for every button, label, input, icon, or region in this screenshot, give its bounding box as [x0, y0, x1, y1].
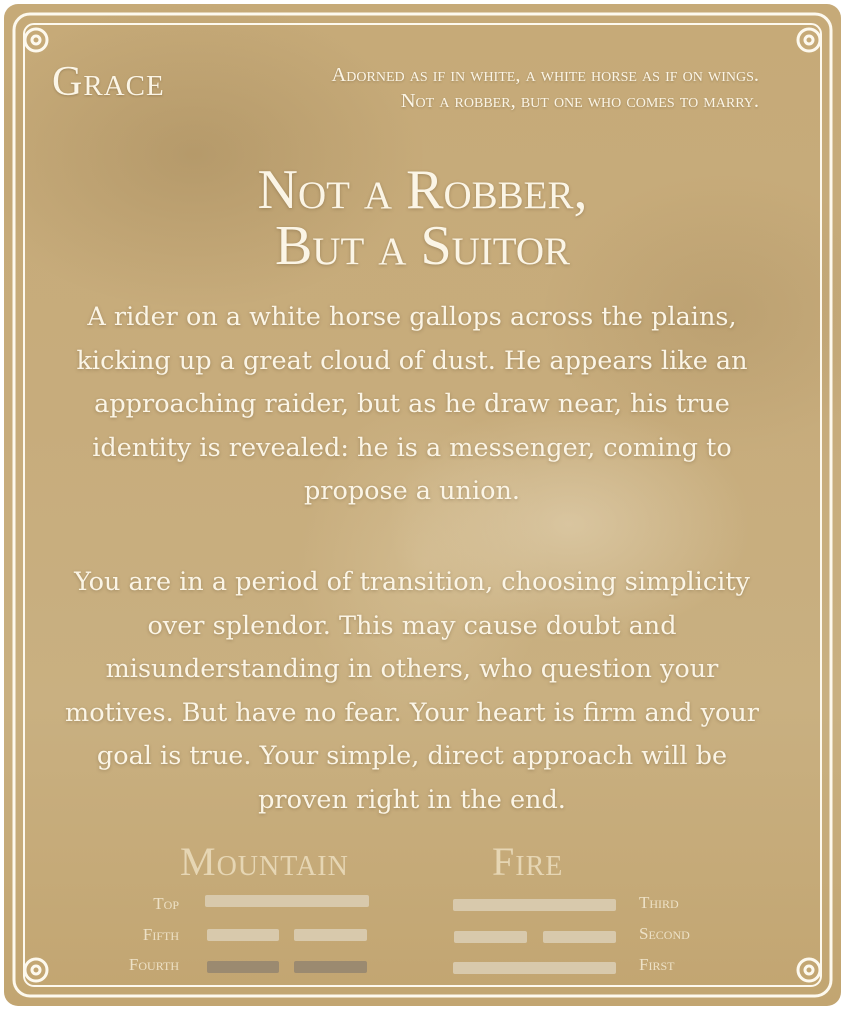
- hexagram-line-second-left: [454, 931, 527, 943]
- card-title-line-2: But a Suitor: [274, 215, 571, 277]
- line-label-second: Second: [639, 924, 690, 943]
- upper-trigram-name: Mountain: [180, 839, 349, 884]
- hexagram-line-second-right: [543, 931, 616, 943]
- hexagram-line-fourth-right: [294, 961, 367, 973]
- interpretation-paragraph: You are in a period of transition, choosing simplicity over splendor. This may cause doubt and misunderstanding in others, who question your motives. But have no fear. Your heart is firm and your goal is true. Your simple, direct approach will be proven right in the end.: [65, 567, 759, 815]
- hexagram-line-third-solid: [453, 899, 616, 911]
- line-label-fifth: Fifth: [142, 925, 179, 944]
- line-label-fourth: Fourth: [128, 955, 179, 974]
- hexagram-line-fifth-right: [294, 929, 367, 941]
- line-label-top: Top: [153, 894, 179, 913]
- lower-trigram-name: Fire: [492, 839, 564, 884]
- card-title: [4, 159, 841, 277]
- hexagram-name: Grace: [52, 59, 165, 105]
- hexagram-line-top-solid: [205, 895, 369, 907]
- hexagram-line-first-solid: [453, 962, 616, 974]
- card-title-line-1: Not a Robber,: [257, 159, 588, 221]
- hexagram-card: [4, 4, 841, 1006]
- line-label-third: Third: [639, 893, 679, 912]
- hexagram-line-fourth-left: [207, 961, 279, 973]
- description-paragraph: A rider on a white horse gallops across the plains, kicking up a great cloud of dust. He appears like an approaching raider, but as he draw near, his true identity is revealed: he is a messenger, coming to propose a union.: [76, 302, 748, 506]
- hexagram-line-fifth-left: [207, 929, 279, 941]
- epigraph: Adorned as if in white, a white horse as if on wings. Not a robber, but one who comes to marry.: [331, 64, 759, 112]
- line-label-first: First: [639, 955, 675, 974]
